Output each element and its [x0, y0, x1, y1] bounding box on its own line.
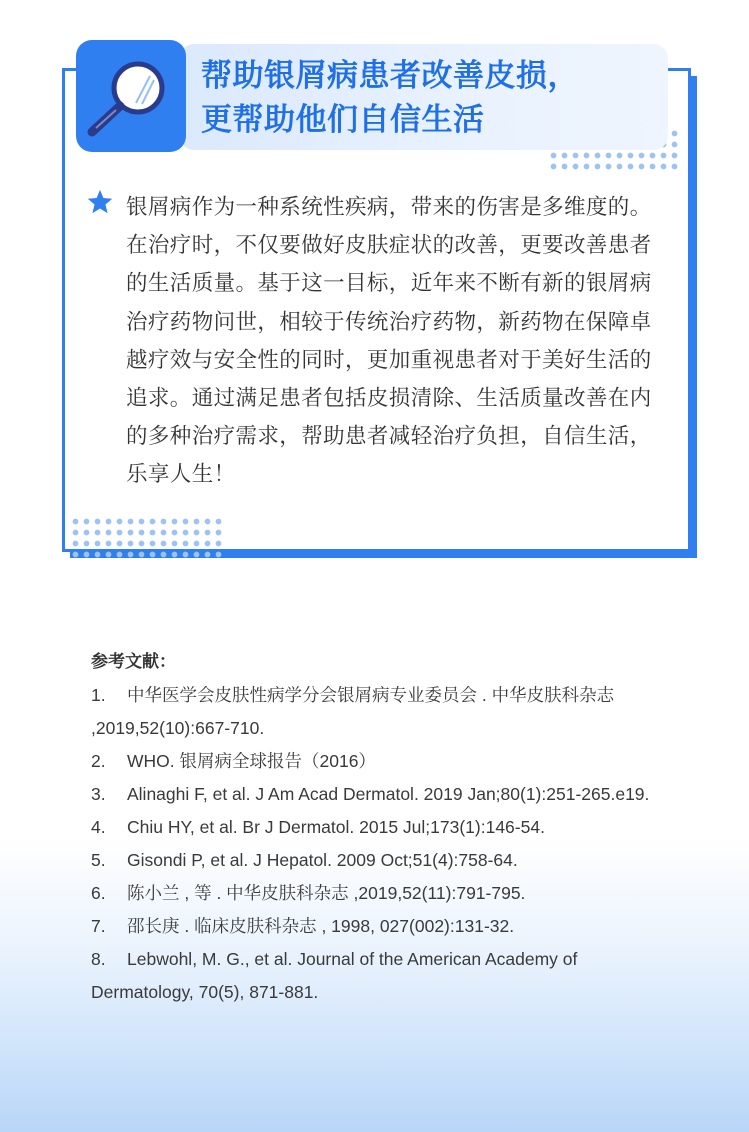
reference-text: 邵长庚 . 临床皮肤科杂志 , 1998, 027(002):131-32.	[127, 916, 515, 936]
reference-number: 2.	[91, 751, 106, 771]
reference-item	[91, 745, 671, 778]
reference-number: 3.	[91, 784, 106, 804]
reference-text: Gisondi P, et al. J Hepatol. 2009 Oct;51(4):758-64.	[127, 850, 518, 870]
reference-item	[91, 943, 671, 1009]
reference-text: 陈小兰 , 等 . 中华皮肤科杂志 ,2019,52(11):791-795.	[127, 883, 526, 903]
reference-number: 1.	[91, 685, 106, 705]
reference-text: Chiu HY, et al. Br J Dermatol. 2015 Jul;173(1):146-54.	[127, 817, 545, 837]
reference-number: 8.	[91, 949, 106, 969]
reference-text: WHO. 银屑病全球报告（2016）	[127, 751, 376, 771]
reference-number: 4.	[91, 817, 106, 837]
references-list	[91, 679, 671, 1009]
reference-item	[91, 811, 671, 844]
reference-number: 7.	[91, 916, 106, 936]
reference-item	[91, 910, 671, 943]
reference-text: Alinaghi F, et al. J Am Acad Dermatol. 2019 Jan;80(1):251-265.e19.	[127, 784, 650, 804]
magnifier-icon	[76, 40, 186, 152]
title-line-2: 更帮助他们自信生活	[201, 102, 485, 138]
reference-text: 中华医学会皮肤性病学分会银屑病专业委员会 . 中华皮肤科杂志 ,2019,52(10):667-710.	[91, 685, 615, 738]
reference-item	[91, 778, 671, 811]
reference-number: 6.	[91, 883, 106, 903]
star-icon	[86, 188, 114, 216]
reference-item	[91, 844, 671, 877]
header-icon-box	[76, 40, 186, 152]
reference-item	[91, 877, 671, 910]
reference-number: 5.	[91, 850, 106, 870]
dots-decoration-bottom	[70, 516, 226, 560]
references-section	[91, 646, 671, 1009]
body-paragraph: 银屑病作为一种系统性疾病，带来的伤害是多维度的。在治疗时，不仅要做好皮肤症状的改善，更要改善患者的生活质量。基于这一目标，近年来不断有新的银屑病治疗药物问世，相较于传统治疗药物，新药物在保障卓越疗效与安全性的同时，更加重视患者对于美好生活的追求。通过满足患者包括皮损清除、生活质量改善在内的多种治疗需求，帮助患者减轻治疗负担，自信生活，乐享人生！	[126, 195, 652, 488]
reference-item	[91, 679, 671, 745]
page-title	[201, 54, 671, 142]
references-heading: 参考文献：	[91, 652, 176, 672]
title-line-1: 帮助银屑病患者改善皮损，	[201, 58, 579, 94]
reference-text: Lebwohl, M. G., et al. Journal of the American Academy of Dermatology, 70(5), 871-881.	[91, 949, 578, 1002]
